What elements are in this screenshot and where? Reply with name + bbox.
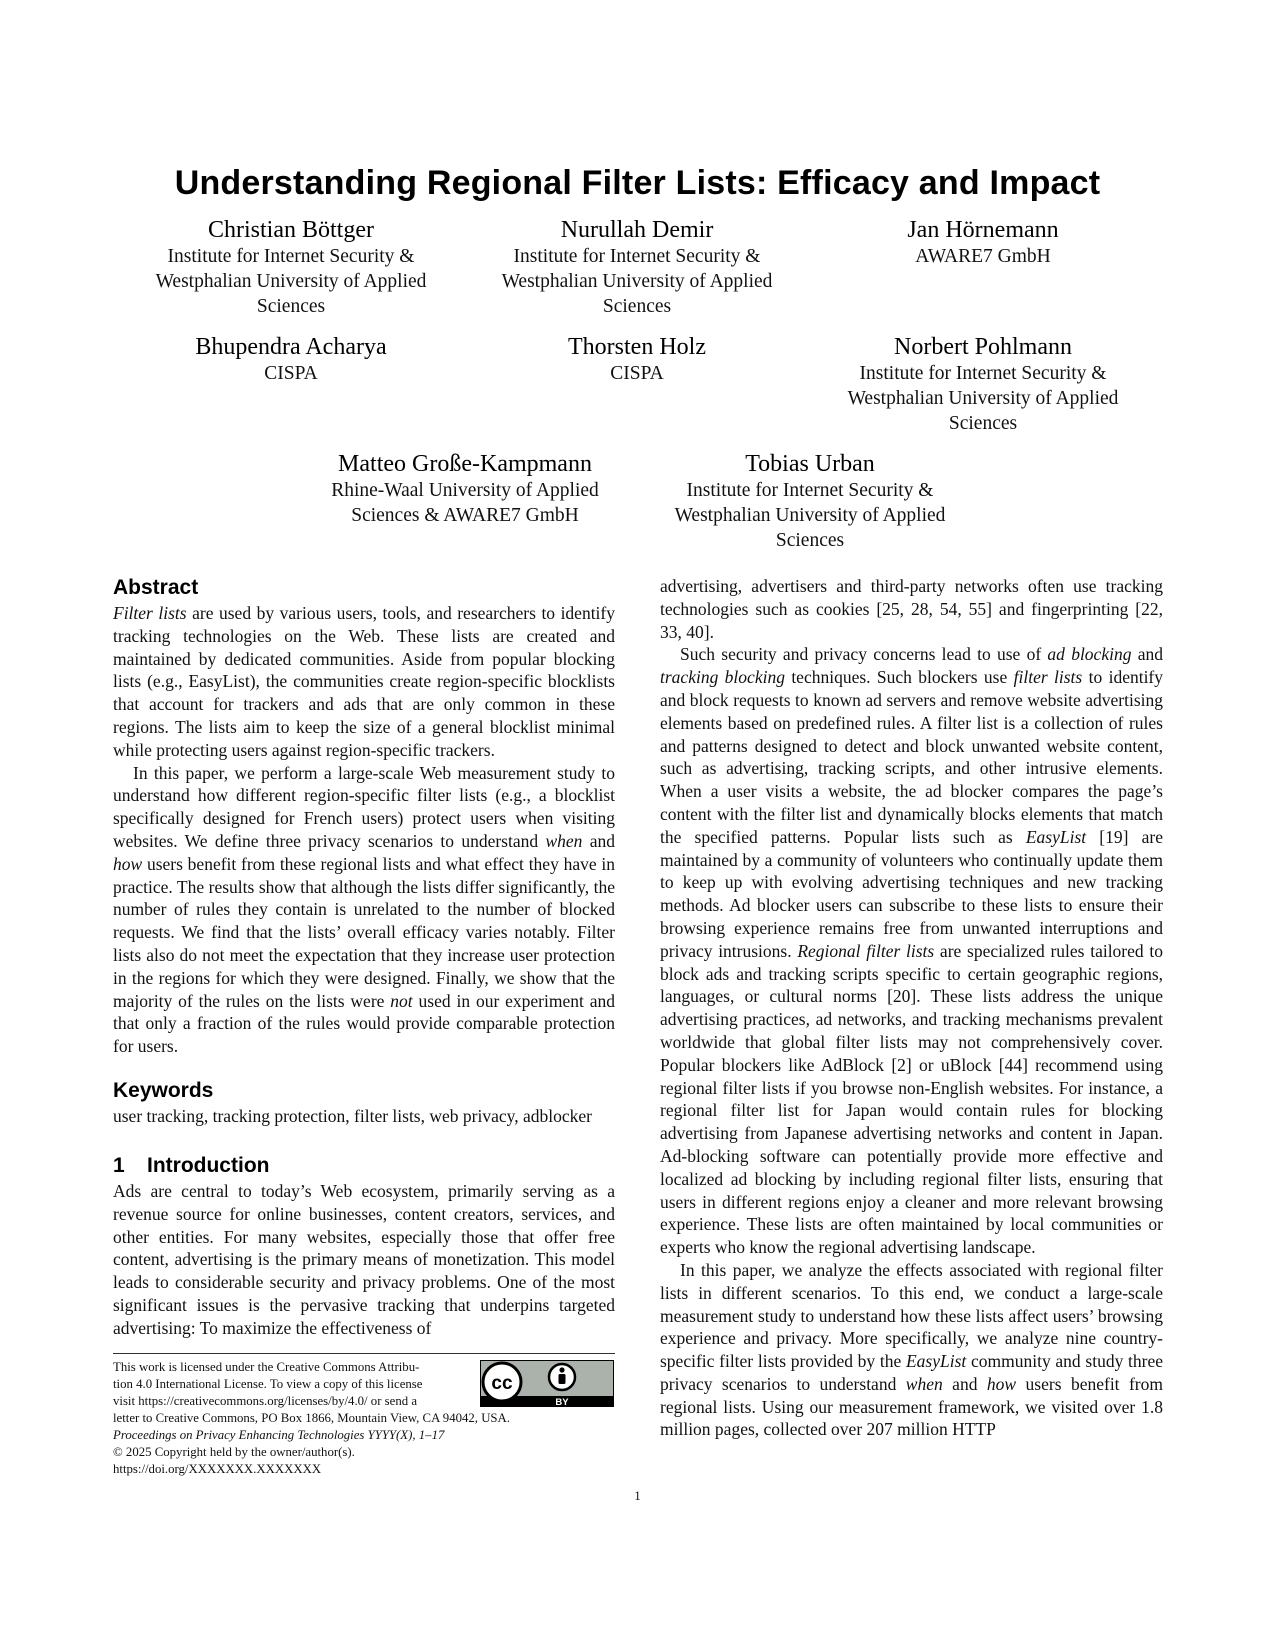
intro-paragraph: advertising, advertisers and third-party networks often use tracking technologies such as cookies [25, 28, 54, 55] and fingerprinting [22, 33, 40]. [660, 576, 1163, 642]
intro-paragraph: Ads are central to today’s Web ecosystem, primarily serving as a revenue source for online businesses, content creators, services, and other entities. For many websites, especially those that offer free content, advertising is the primary means of monetization. This model leads to considerable security and privacy problems. One of the most significant issues is the pervasive tracking that underpins targeted advertising: To maximize the effectiveness of [113, 1181, 615, 1338]
author-affiliation: Institute for Internet Security & [859, 363, 1107, 384]
author-affiliation: CISPA [264, 363, 318, 384]
author-affiliation: Westphalian University of Applied [847, 388, 1119, 409]
author-name: Bhupendra Acharya [195, 334, 387, 360]
intro-paragraph: In this paper, we analyze the effects associated with regional filter lists in different scenarios. To this end, we conduct a large-scale measurement study to understand how these lists affect users’ browsing experience and privacy. More specifically, we analyze nine country-specific filter lists provided by the EasyList community and study three privacy scenarios to understand when and how users benefit from regional lists. Using our measurement framework, we visited over 1.8 million pages, collected over 207 million HTTP [660, 1259, 1164, 1440]
author-name: Matteo Große-Kampmann [338, 451, 592, 477]
author-block [482, 216, 792, 319]
author-affiliation: Sciences & AWARE7 GmbH [351, 505, 579, 526]
keywords-heading: Keywords [113, 1079, 214, 1102]
abstract-heading: Abstract [113, 576, 199, 599]
author-name: Tobias Urban [745, 451, 875, 477]
introduction-section [113, 1152, 615, 1340]
author-affiliation: Westphalian University of Applied [674, 505, 946, 526]
author-affiliation: Sciences [775, 530, 845, 551]
section-title: Introduction [147, 1154, 270, 1177]
paper-title: Understanding Regional Filter Lists: Efficacy and Impact [174, 164, 1101, 202]
introduction-heading [113, 1152, 615, 1180]
author-name: Norbert Pohlmann [894, 334, 1072, 360]
author-name: Thorsten Holz [568, 334, 706, 360]
author-affiliation: Institute for Internet Security & [686, 480, 934, 501]
author-name: Jan Hörnemann [907, 217, 1059, 243]
doi-line: https://doi.org/XXXXXXX.XXXXXXX [113, 1462, 322, 1476]
author-affiliation: CISPA [610, 363, 664, 384]
footnote-line: letter to Creative Commons, PO Box 1866, Mountain View, CA 94042, USA. [113, 1411, 510, 1425]
author-affiliation: Sciences [256, 296, 326, 317]
keywords-section [113, 1077, 615, 1128]
author-affiliation: Institute for Internet Security & [167, 246, 415, 267]
author-affiliation: Institute for Internet Security & [513, 246, 761, 267]
keywords-text: user tracking, tracking protection, filter lists, web privacy, adblocker [113, 1106, 592, 1126]
author-block [655, 450, 965, 553]
copyright-line: © 2025 Copyright held by the owner/author(s). [113, 1445, 355, 1459]
footnote-line: tion 4.0 International License. To view a copy of this license [113, 1377, 423, 1392]
svg-text:BY: BY [555, 1397, 569, 1407]
author-block [828, 216, 1138, 269]
intro-paragraph: Such security and privacy concerns lead to use of ad blocking and tracking blocking techniques. Such blockers use filter lists to identify and block requests to known ad servers and remove website advertising elements based on predefined rules. A filter list is a collection of rules and patterns designed to detect and block unwanted website content, such as advertising, tracking scripts, and other intrusive elements. When a user visits a website, the ad blocker compares the page’s content with the filter list and dynamically blocks elements that match the specified patterns. Popular lists such as EasyList [19] are maintained by a community of volunteers who continually update them to keep up with evolving advertising techniques and new tracking methods. Ad blocker users can subscribe to these lists to ensure their browsing experience remains free from unwanted interruptions and privacy intrusions. Regional filter lists are specialized rules tailored to block ads and tracking scripts specific to certain geographic regions, languages, or cultural norms [20]. These lists address the unique advertising practices, ad networks, and tracking mechanisms prevalent worldwide that global filter lists may not comprehensively cover. Popular blockers like AdBlock [2] or uBlock [44] recommend using regional filter lists if you browse non-English websites. For instance, a regional filter list for Japan would contain rules for blocking advertising from Japanese advertising networks and content in Japan. Ad-blocking software can potentially provide more effective and localized ad blocking by including regional filter lists, ensuring that users in different regions enjoy a cleaner and more relevant browsing experience. These lists are often maintained by local communities or experts who know the regional advertising landscape. [660, 644, 1164, 1258]
author-affiliation: AWARE7 GmbH [915, 246, 1051, 267]
abstract-paragraph: In this paper, we perform a large-scale Web measurement study to understand how different region-specific filter lists (e.g., a blocklist specifically designed for French users) protect users when visiting websites. We define three privacy scenarios to understand when and how users benefit from these regional lists and what effect they have in practice. The results show that although the lists differ significantly, the number of rules they contain is unrelated to the number of blocked requests. We find that the lists’ overall efficacy varies notably. Filter lists also do not meet the expectation that they increase user protection in the regions for which they were designed. Finally, we show that the majority of the rules on the lists were not used in our experiment and that only a fraction of the rules would provide comparable protection for users. [113, 762, 615, 1057]
footnote-rule [113, 1353, 615, 1354]
author-block [828, 333, 1138, 436]
author-affiliation: Sciences [948, 413, 1018, 434]
author-block [310, 450, 620, 528]
proceedings-line: Proceedings on Privacy Enhancing Technologies YYYY(X), 1–17 [113, 1428, 445, 1442]
author-affiliation: Westphalian University of Applied [155, 271, 427, 292]
author-affiliation: Rhine-Waal University of Applied [331, 480, 599, 501]
svg-text:cc: cc [491, 1373, 513, 1394]
page-number: 1 [634, 1488, 641, 1503]
author-name: Christian Böttger [208, 217, 374, 243]
license-footnote [113, 1359, 488, 1411]
author-block [136, 333, 446, 386]
footnote-line: This work is licensed under the Creative Commons Attribu- [113, 1360, 420, 1374]
abstract-paragraph: Filter lists are used by various users, tools, and researchers to identify tracking technologies on the Web. These lists are created and maintained by dedicated communities. Aside from popular blocking lists (e.g., EasyList), the communities create region-specific blocklists that account for trackers and ads that are only common in these regions. The lists aim to keep the size of a general blocklist minimal while protecting users against region-specific trackers. [113, 603, 616, 760]
author-affiliation: Westphalian University of Applied [501, 271, 773, 292]
author-block [136, 216, 446, 319]
footnote-line: visit https://creativecommons.org/licenses/by/4.0/ or send a [113, 1394, 417, 1409]
author-block [482, 333, 792, 386]
author-name: Nurullah Demir [560, 217, 714, 243]
author-affiliation: Sciences [602, 296, 672, 317]
abstract-section [113, 574, 615, 1058]
section-number: 1 [113, 1154, 125, 1177]
cc-by-license-icon [480, 1360, 614, 1407]
introduction-continued [660, 575, 1163, 1441]
